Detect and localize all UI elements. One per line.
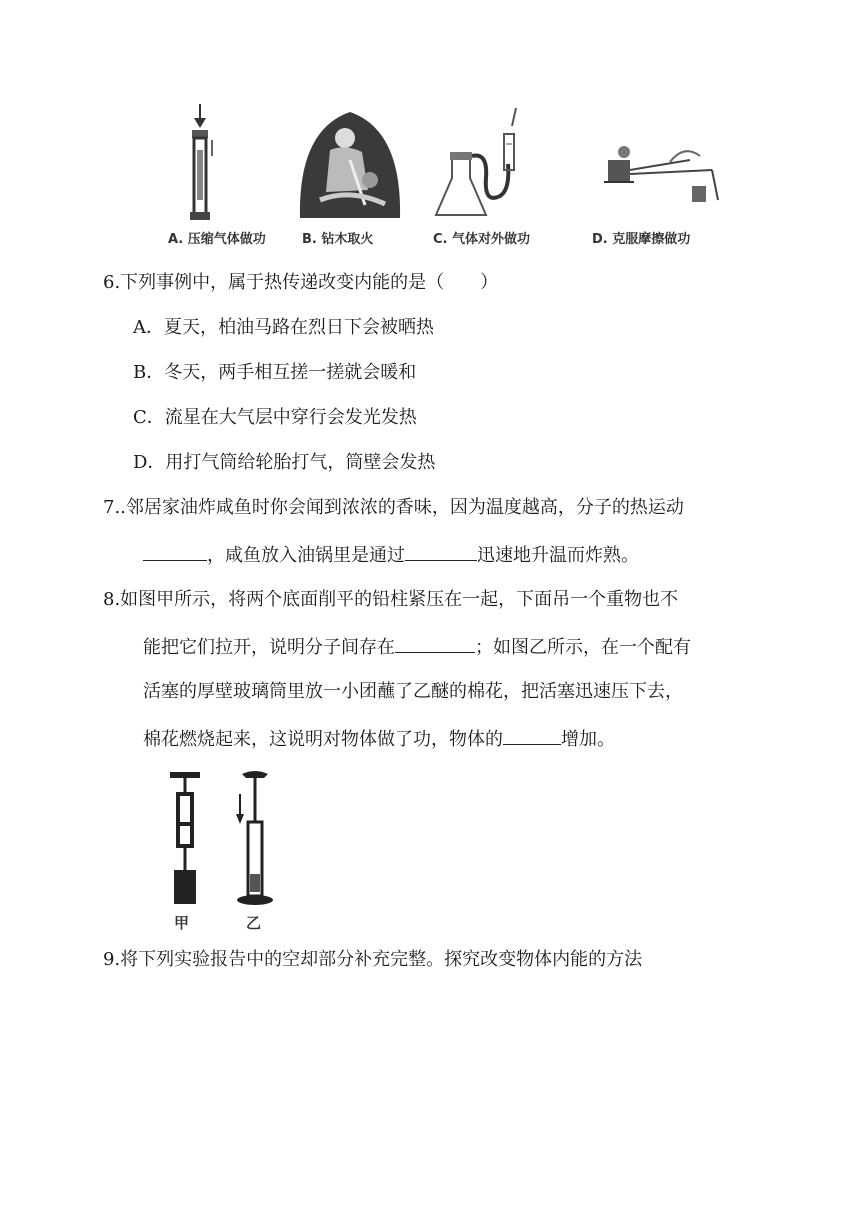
question-8-line-3: 活塞的厚壁玻璃筒里放一小团蘸了乙醚的棉花，把活塞迅速压下去， bbox=[143, 681, 683, 702]
question-7-line-2 bbox=[143, 542, 639, 568]
question-8-text-b: ；如图乙所示，在一个配有 bbox=[475, 637, 691, 658]
question-8-text-a: 能把它们拉开，说明分子间存在 bbox=[143, 637, 395, 658]
illustration-drill-wood-fire bbox=[290, 100, 410, 225]
figure-q8-drawing bbox=[160, 766, 290, 911]
illustration-friction-work bbox=[600, 100, 725, 225]
question-6-option-b: B．冬天，两手相互搓一搓就会暖和 bbox=[133, 362, 417, 383]
caption-c: C. 气体对外做功 bbox=[433, 232, 531, 247]
question-8-line-2 bbox=[143, 634, 691, 660]
answer-blank[interactable] bbox=[143, 542, 207, 561]
answer-blank[interactable] bbox=[405, 542, 477, 561]
figure-label-jia: 甲 bbox=[174, 914, 190, 932]
answer-blank[interactable] bbox=[503, 726, 561, 745]
question-7-text-b: 迅速地升温而炸熟。 bbox=[477, 545, 639, 566]
question-8-text-d: 增加。 bbox=[561, 729, 615, 750]
caption-a: A. 压缩气体做功 bbox=[168, 232, 266, 247]
question-6-option-a: A．夏天，柏油马路在烈日下会被晒热 bbox=[133, 317, 434, 338]
illustration-gas-expansion bbox=[430, 100, 530, 225]
question-8-line-4 bbox=[143, 726, 615, 752]
caption-d: D. 克服摩擦做功 bbox=[592, 232, 691, 247]
answer-blank[interactable] bbox=[395, 634, 475, 653]
figure-energy-examples bbox=[150, 100, 730, 250]
question-6-stem: 6.下列事例中，属于热传递改变内能的是（ ） bbox=[103, 272, 499, 293]
figure-q8 bbox=[160, 766, 290, 936]
question-6-option-c: C．流星在大气层中穿行会发光发热 bbox=[133, 407, 417, 428]
question-8-line-1: 8.如图甲所示，将两个底面削平的铅柱紧压在一起，下面吊一个重物也不 bbox=[103, 589, 679, 610]
caption-b: B. 钻木取火 bbox=[302, 232, 374, 247]
question-9-stem: 9.将下列实验报告中的空却部分补充完整。探究改变物体内能的方法 bbox=[103, 949, 643, 970]
question-8-text-c: 棉花燃烧起来，这说明对物体做了功，物体的 bbox=[143, 729, 503, 750]
question-7-line-1: 7..邻居家油炸咸鱼时你会闻到浓浓的香味，因为温度越高，分子的热运动 bbox=[103, 497, 684, 518]
question-6-option-d: D．用打气筒给轮胎打气，筒壁会发热 bbox=[133, 452, 436, 473]
illustration-compress-gas bbox=[180, 100, 230, 225]
figure-label-yi: 乙 bbox=[246, 914, 262, 932]
question-7-text-a: ，咸鱼放入油锅里是通过 bbox=[207, 545, 405, 566]
